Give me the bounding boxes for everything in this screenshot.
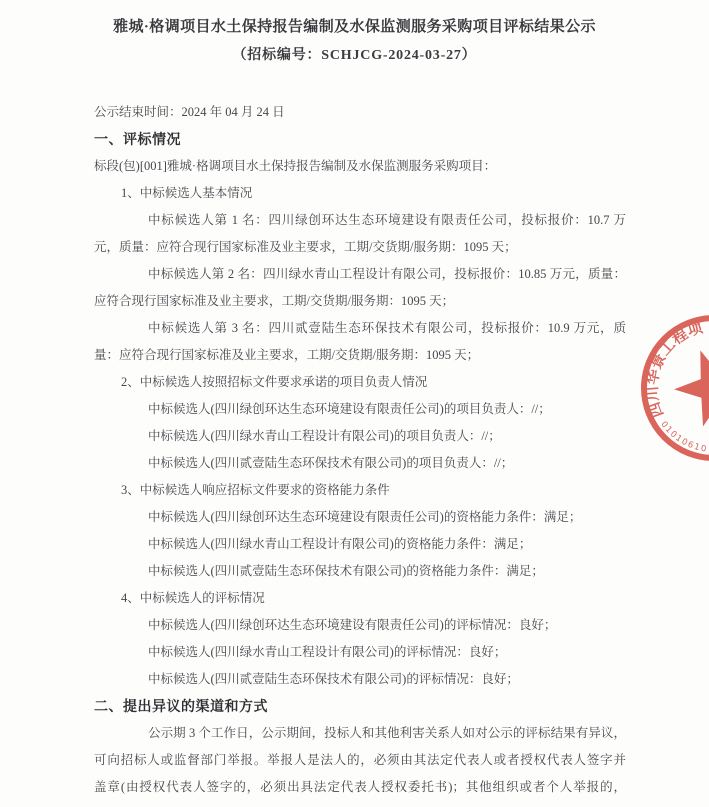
doc-line: 中标候选人第 2 名：四川绿水青山工程设计有限公司，投标报价：10.85 万元，质量： [148, 267, 626, 281]
doc-line: 中标候选人(四川绿水青山工程设计有限公司)的评标情况：良好； [148, 645, 507, 659]
doc-line: 应符合现行国家标准及业主要求，工期/交货期/服务期：1095 天； [94, 294, 455, 308]
doc-line: 盖章(由授权代表人签字的，必须出具法定代表人授权委托书)；其他组织或者个人举报的， [94, 780, 626, 794]
doc-subheading-2: 2、中标候选人按照招标文件要求承诺的项目负责人情况 [121, 375, 428, 389]
doc-line: 中标候选人(四川贰壹陆生态环保技术有限公司)的资格能力条件：满足； [148, 564, 544, 578]
section-heading-2: 二、提出异议的渠道和方式 [94, 698, 268, 714]
doc-line: 元，质量：应符合现行国家标准及业主要求，工期/交货期/服务期：1095 天； [94, 240, 517, 254]
section-heading-1: 一、评标情况 [94, 131, 181, 147]
seal-arc-text: 四川华景工程项 [644, 319, 707, 420]
doc-line: 可向招标人或监督部门举报。举报人是法人的，必须由其法定代表人或者授权代表人签字并 [94, 753, 626, 767]
doc-line: 中标候选人(四川贰壹陆生态环保技术有限公司)的项目负责人：//； [148, 456, 514, 470]
doc-line: 中标候选人(四川绿创环达生态环境建设有限责任公司)的项目负责人：//； [148, 402, 551, 416]
seal-serial: 01010610 [658, 419, 709, 455]
doc-subheading-3: 3、中标候选人响应招标文件要求的资格能力条件 [121, 483, 390, 497]
doc-subheading-4: 4、中标候选人的评标情况 [121, 591, 265, 605]
doc-line: 公示期 3 个工作日，公示期间，投标人和其他利害关系人如对公示的评标结果有异议， [148, 726, 626, 740]
doc-line: 中标候选人(四川绿水青山工程设计有限公司)的资格能力条件：满足； [148, 537, 532, 551]
doc-line: 量：应符合现行国家标准及业主要求，工期/交货期/服务期：1095 天； [94, 348, 480, 362]
company-seal [594, 268, 709, 508]
doc-line: 中标候选人(四川绿创环达生态环境建设有限责任公司)的资格能力条件：满足； [148, 510, 582, 524]
doc-body [94, 99, 626, 801]
doc-line-publicity-end-time: 公示结束时间：2024 年 04 月 24 日 [94, 105, 285, 119]
doc-subtitle: （招标编号：SCHJCG-2024-03-27） [232, 48, 477, 63]
doc-line: 中标候选人(四川绿创环达生态环境建设有限责任公司)的评标情况：良好； [148, 618, 557, 632]
doc-title: 雅城·格调项目水土保持报告编制及水保监测服务采购项目评标结果公示 [113, 19, 596, 35]
doc-line: 中标候选人第 1 名：四川绿创环达生态环境建设有限责任公司，投标报价：10.7 万 [148, 213, 626, 227]
doc-subheading-1: 1、中标候选人基本情况 [121, 186, 253, 200]
doc-line: 中标候选人第 3 名：四川贰壹陆生态环保技术有限公司，投标报价：10.9 万元，质 [148, 321, 626, 335]
doc-line: 中标候选人(四川绿水青山工程设计有限公司)的项目负责人：//； [148, 429, 501, 443]
seal-arc-text-wrap [643, 319, 706, 420]
doc-line-lot-info: 标段(包)[001]雅城·格调项目水土保持报告编制及水保监测服务采购项目： [94, 159, 497, 173]
doc-line: 中标候选人(四川贰壹陆生态环保技术有限公司)的评标情况：良好； [148, 672, 519, 686]
